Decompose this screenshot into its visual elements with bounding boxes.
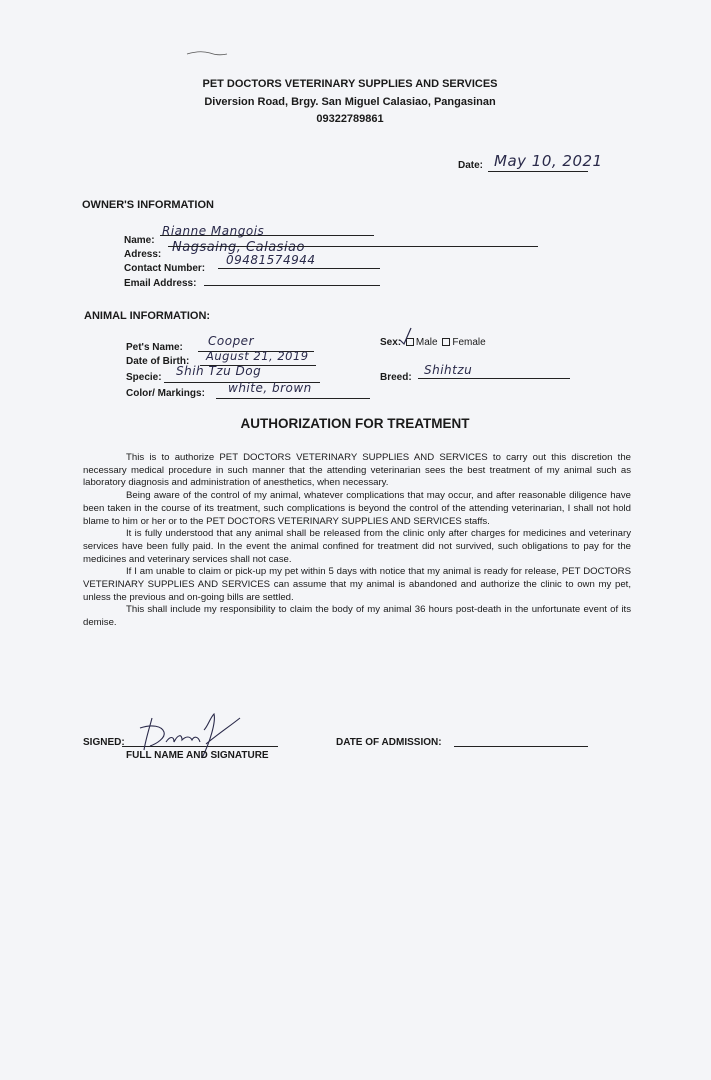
date-value[interactable]: May 10, 2021 (494, 152, 603, 170)
owner-name-value[interactable]: Rianne Mangois (162, 224, 265, 238)
authorization-paragraph-4: If I am unable to claim or pick-up my pet within 5 days with notice that my animal is ready for release, PET DOCTORS VETERINARY SUPPLIES AND SERVICES can assume that my animal is abandoned and authorize the clinic to own my pet, unless the previous and on-going bills are settled. (83, 566, 631, 603)
date-label: Date: (458, 160, 484, 171)
sex-female-checkbox[interactable] (442, 338, 450, 346)
specie-label: Specie: (126, 372, 162, 383)
dob-label: Date of Birth: (126, 356, 190, 367)
owner-contact-label: Contact Number: (124, 263, 206, 274)
color-label: Color/ Markings: (126, 388, 205, 399)
color-line (216, 398, 370, 399)
owner-contact-line (218, 268, 380, 269)
business-phone: 09322789861 (316, 113, 384, 125)
breed-line (418, 378, 570, 379)
dob-value[interactable]: August 21, 2019 (206, 349, 309, 363)
color-value[interactable]: white, brown (228, 381, 312, 395)
owner-email-line (204, 285, 380, 286)
business-name: PET DOCTORS VETERINARY SUPPLIES AND SERVICES (202, 78, 498, 90)
stray-pen-mark (185, 48, 230, 60)
owner-address-value[interactable]: Nagsaing, Calasiao (172, 240, 305, 255)
animal-section-title: ANIMAL INFORMATION: (84, 310, 211, 322)
full-name-signature-label: FULL NAME AND SIGNATURE (126, 750, 269, 761)
date-line (488, 171, 588, 172)
owner-address-label: Adress: (124, 249, 162, 260)
business-address: Diversion Road, Brgy. San Miguel Calasiao, Pangasinan (204, 96, 496, 108)
sex-label: Sex: (380, 337, 402, 348)
pet-name-label: Pet's Name: (126, 342, 183, 353)
signed-label: SIGNED: (83, 737, 125, 748)
specie-value[interactable]: Shih Tzu Dog (176, 364, 262, 378)
authorization-body (83, 452, 631, 630)
owner-section-title: OWNER'S INFORMATION (82, 199, 214, 211)
authorization-paragraph-1: This is to authorize PET DOCTORS VETERINARY SUPPLIES AND SERVICES to carry out this discretion the necessary medical procedure in such manner that the attending veterinarian sees the best treatment of my animal such as laboratory diagnosis and administration of anesthetics, when necessary. (83, 452, 631, 489)
sex-male-label: Male (415, 337, 438, 348)
authorization-paragraph-5: This shall include my responsibility to claim the body of my animal 36 hours post-death in the unfortunate event of its demise. (83, 604, 631, 629)
date-of-admission-label: DATE OF ADMISSION: (336, 737, 442, 748)
sex-field (380, 337, 486, 348)
check-mark-icon (397, 326, 413, 346)
authorization-paragraph-3: It is fully understood that any animal shall be released from the clinic only after charges for medicines and veterinary services have been fully paid. In the event the animal confined for treatment did not survived, such obligations to pay for the medicines and veterinary services shall not case. (83, 528, 631, 565)
owner-email-label: Email Address: (124, 278, 197, 289)
date-of-admission-line (454, 746, 588, 747)
authorization-paragraph-2: Being aware of the control of my animal, whatever complications that may occur, and after reasonable diligence have been taken in the course of its treatment, such complications is beyond the control of the attending veterinarian, I shall not hold blame to him or her or to the PET DOCTORS VETERINARY SUPPLIES AND SERVICES staffs. (83, 490, 631, 527)
breed-value[interactable]: Shihtzu (424, 363, 473, 377)
authorization-title: AUTHORIZATION FOR TREATMENT (240, 416, 470, 431)
owner-contact-value[interactable]: 09481574944 (226, 253, 316, 267)
pet-name-value[interactable]: Cooper (208, 334, 254, 348)
sex-female-label: Female (452, 337, 486, 348)
owner-name-label: Name: (124, 235, 155, 246)
breed-label: Breed: (380, 372, 412, 383)
owner-address-line (168, 246, 538, 247)
owner-name-line (160, 235, 374, 236)
